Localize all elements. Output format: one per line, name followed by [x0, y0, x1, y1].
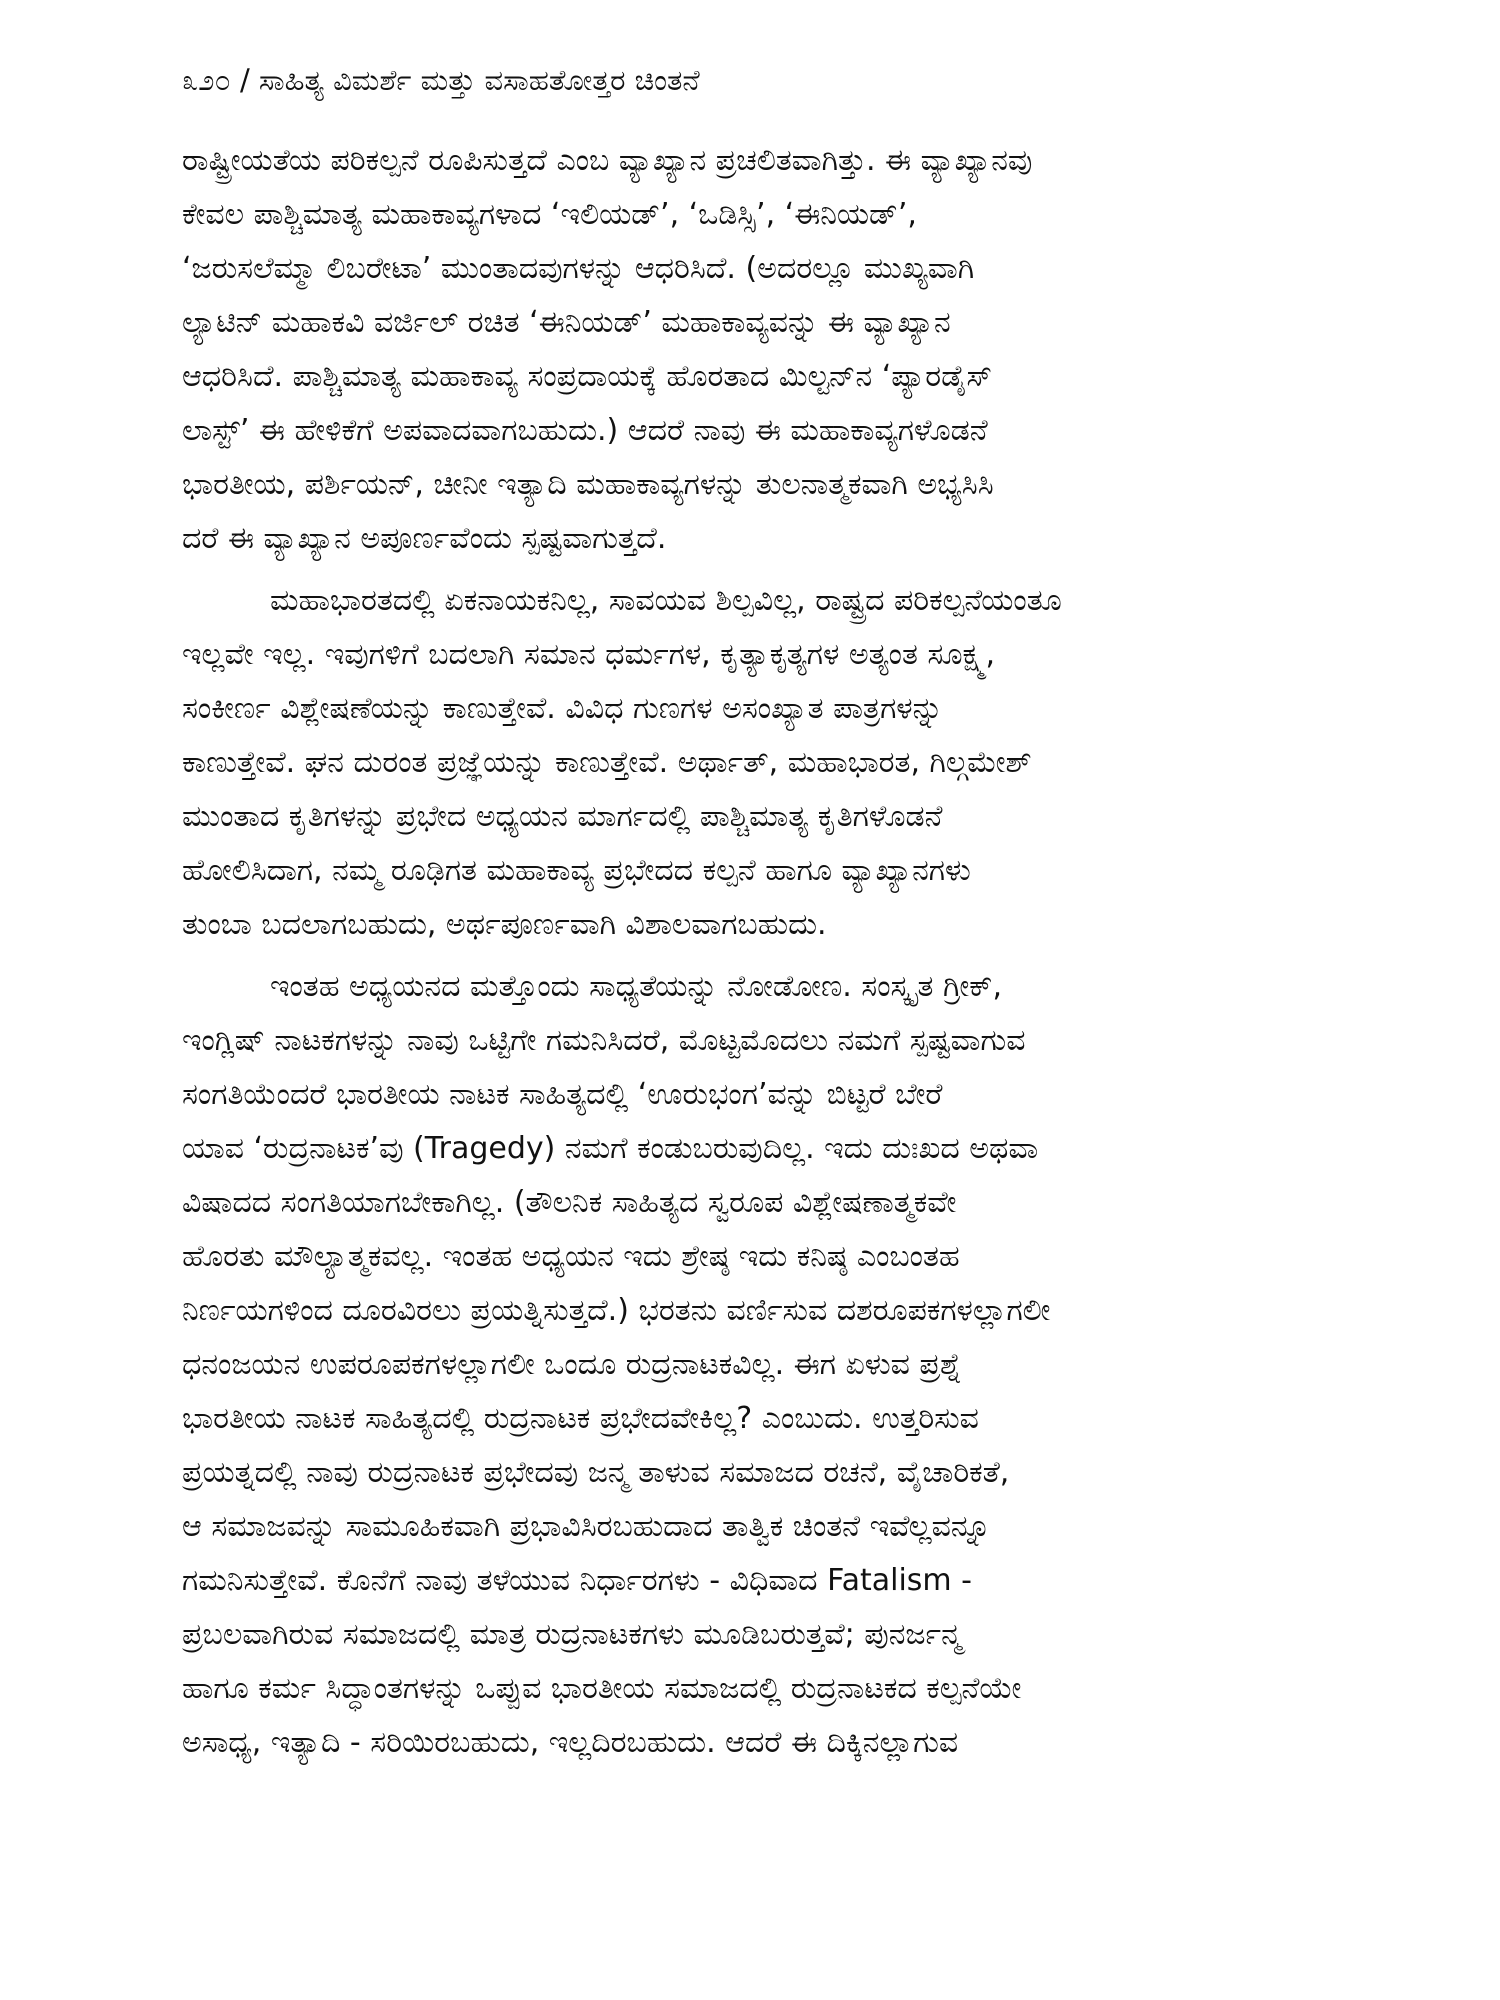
- text-line: ತುಂಬಾ ಬದಲಾಗಬಹುದು, ಅರ್ಥಪೂರ್ಣವಾಗಿ ವಿಶಾಲವಾಗಬಹುದು.: [182, 907, 827, 942]
- paragraph-first-line: ಇಂತಹ ಅಧ್ಯಯನದ ಮತ್ತೊಂದು ಸಾಧ್ಯತೆಯನ್ನು ನೋಡೋಣ. ಸಂಸ್ಕೃತ ಗ್ರೀಕ್,: [270, 969, 1003, 1004]
- text-line: ಆ ಸಮಾಜವನ್ನು ಸಾಮೂಹಿಕವಾಗಿ ಪ್ರಭಾವಿಸಿರಬಹುದಾದ ತಾತ್ವಿಕ ಚಿಂತನೆ ಇವೆಲ್ಲವನ್ನೂ: [182, 1509, 991, 1544]
- text-line: ಲಾಸ್ಟ್’ ಈ ಹೇಳಿಕೆಗೆ ಅಪವಾದವಾಗಬಹುದು.) ಆದರೆ ನಾವು ಈ ಮಹಾಕಾವ್ಯಗಳೊಡನೆ: [182, 413, 988, 448]
- text-line: ಧನಂಜಯನ ಉಪರೂಪಕಗಳಲ್ಲಾಗಲೀ ಒಂದೂ ರುದ್ರನಾಟಕವಿಲ್ಲ. ಈಗ ಏಳುವ ಪ್ರಶ್ನೆ: [182, 1347, 962, 1382]
- paragraph-first-line: ಮಹಾಭಾರತದಲ್ಲಿ ಏಕನಾಯಕನಿಲ್ಲ, ಸಾವಯವ ಶಿಲ್ಪವಿಲ್ಲ, ರಾಷ್ಟ್ರದ ಪರಿಕಲ್ಪನೆಯಂತೂ: [270, 583, 1062, 618]
- text-line: ಆಧರಿಸಿದೆ. ಪಾಶ್ಚಿಮಾತ್ಯ ಮಹಾಕಾವ್ಯ ಸಂಪ್ರದಾಯಕ್ಕೆ ಹೊರತಾದ ಮಿಲ್ಟನ್‌ನ ‘ಪ್ಯಾರಡೈಸ್: [182, 359, 993, 394]
- text-line: ಪ್ರಯತ್ನದಲ್ಲಿ ನಾವು ರುದ್ರನಾಟಕ ಪ್ರಭೇದವು ಜನ್ಮ ತಾಳುವ ಸಮಾಜದ ರಚನೆ, ವೈಚಾರಿಕತೆ,: [182, 1455, 1010, 1490]
- text-line: ಗಮನಿಸುತ್ತೇವೆ. ಕೊನೆಗೆ ನಾವು ತಳೆಯುವ ನಿರ್ಧಾರಗಳು - ವಿಧಿವಾದ Fatalism -: [182, 1563, 973, 1598]
- text-line: ರಾಷ್ಟ್ರೀಯತೆಯ ಪರಿಕಲ್ಪನೆ ರೂಪಿಸುತ್ತದೆ ಎಂಬ ವ್ಯಾಖ್ಯಾನ ಪ್ರಚಲಿತವಾಗಿತ್ತು. ಈ ವ್ಯಾಖ್ಯಾನವು: [182, 143, 1033, 178]
- text-line: ಪ್ರಬಲವಾಗಿರುವ ಸಮಾಜದಲ್ಲಿ ಮಾತ್ರ ರುದ್ರನಾಟಕಗಳು ಮೂಡಿಬರುತ್ತವೆ; ಪುನರ್ಜನ್ಮ: [182, 1617, 962, 1652]
- text-line: ಭಾರತೀಯ, ಪರ್ಶಿಯನ್, ಚೀನೀ ಇತ್ಯಾದಿ ಮಹಾಕಾವ್ಯಗಳನ್ನು ತುಲನಾತ್ಮಕವಾಗಿ ಅಭ್ಯಸಿಸಿ: [182, 467, 994, 502]
- text-line: ಹೊರತು ಮೌಲ್ಯಾತ್ಮಕವಲ್ಲ. ಇಂತಹ ಅಧ್ಯಯನ ಇದು ಶ್ರೇಷ್ಠ ಇದು ಕನಿಷ್ಠ ಎಂಬಂತಹ: [182, 1239, 960, 1274]
- text-line: ಅಸಾಧ್ಯ, ಇತ್ಯಾದಿ - ಸರಿಯಿರಬಹುದು, ಇಲ್ಲದಿರಬಹುದು. ಆದರೆ ಈ ದಿಕ್ಕಿನಲ್ಲಾಗುವ: [182, 1725, 959, 1760]
- text-line: ನಿರ್ಣಯಗಳಿಂದ ದೂರವಿರಲು ಪ್ರಯತ್ನಿಸುತ್ತದೆ.) ಭರತನು ವರ್ಣಿಸುವ ದಶರೂಪಕಗಳಲ್ಲಾಗಲೀ: [182, 1293, 1051, 1328]
- text-line: ವಿಷಾದದ ಸಂಗತಿಯಾಗಬೇಕಾಗಿಲ್ಲ. (ತೌಲನಿಕ ಸಾಹಿತ್ಯದ ಸ್ವರೂಪ ವಿಶ್ಲೇಷಣಾತ್ಮಕವೇ: [182, 1185, 957, 1220]
- text-line: ದರೆ ಈ ವ್ಯಾಖ್ಯಾನ ಅಪೂರ್ಣವೆಂದು ಸ್ಪಷ್ಟವಾಗುತ್ತದೆ.: [182, 521, 667, 556]
- text-line: ಸಂಕೀರ್ಣ ವಿಶ್ಲೇಷಣೆಯನ್ನು ಕಾಣುತ್ತೇವೆ. ವಿವಿಧ ಗುಣಗಳ ಅಸಂಖ್ಯಾತ ಪಾತ್ರಗಳನ್ನು: [182, 691, 943, 726]
- text-line: ಮುಂತಾದ ಕೃತಿಗಳನ್ನು ಪ್ರಭೇದ ಅಧ್ಯಯನ ಮಾರ್ಗದಲ್ಲಿ ಪಾಶ್ಚಿಮಾತ್ಯ ಕೃತಿಗಳೊಡನೆ: [182, 799, 943, 834]
- text-line: ಕೇವಲ ಪಾಶ್ಚಿಮಾತ್ಯ ಮಹಾಕಾವ್ಯಗಳಾದ ‘ಇಲಿಯಡ್’, ‘ಒಡಿಸ್ಸಿ’, ‘ಈನಿಯಡ್’,: [182, 197, 917, 232]
- text-line: ಇಲ್ಲವೇ ಇಲ್ಲ. ಇವುಗಳಿಗೆ ಬದಲಾಗಿ ಸಮಾನ ಧರ್ಮಗಳ, ಕೃತ್ಯಾಕೃತ್ಯಗಳ ಅತ್ಯಂತ ಸೂಕ್ಷ್ಮ,: [182, 637, 996, 672]
- text-line: ಭಾರತೀಯ ನಾಟಕ ಸಾಹಿತ್ಯದಲ್ಲಿ ರುದ್ರನಾಟಕ ಪ್ರಭೇದವೇಕಿಲ್ಲ? ಎಂಬುದು. ಉತ್ತರಿಸುವ: [182, 1401, 979, 1436]
- text-line: ‘ಜರುಸಲೆಮ್ಮಾ ಲಿಬರೇಟಾ’ ಮುಂತಾದವುಗಳನ್ನು ಆಧರಿಸಿದೆ. (ಅದರಲ್ಲೂ ಮುಖ್ಯವಾಗಿ: [182, 251, 975, 286]
- text-line: ಯಾವ ‘ರುದ್ರನಾಟಕ’ವು (Tragedy) ನಮಗೆ ಕಂಡುಬರುವುದಿಲ್ಲ. ಇದು ದುಃಖದ ಅಥವಾ: [182, 1131, 1039, 1166]
- text-line: ಲ್ಯಾಟಿನ್ ಮಹಾಕವಿ ವರ್ಜಿಲ್ ರಚಿತ ‘ಈನಿಯಡ್’ ಮಹಾಕಾವ್ಯವನ್ನು ಈ ವ್ಯಾಖ್ಯಾನ: [182, 305, 951, 340]
- text-line: ಹೋಲಿಸಿದಾಗ, ನಮ್ಮ ರೂಢಿಗತ ಮಹಾಕಾವ್ಯ ಪ್ರಭೇದದ ಕಲ್ಪನೆ ಹಾಗೂ ವ್ಯಾಖ್ಯಾನಗಳು: [182, 853, 971, 888]
- text-line: ಹಾಗೂ ಕರ್ಮ ಸಿದ್ಧಾಂತಗಳನ್ನು ಒಪ್ಪುವ ಭಾರತೀಯ ಸಮಾಜದಲ್ಲಿ ರುದ್ರನಾಟಕದ ಕಲ್ಪನೆಯೇ: [182, 1671, 1022, 1706]
- text-line: ಕಾಣುತ್ತೇವೆ. ಘನ ದುರಂತ ಪ್ರಜ್ಞೆಯನ್ನು ಕಾಣುತ್ತೇವೆ. ಅರ್ಥಾತ್, ಮಹಾಭಾರತ, ಗಿಲ್ಗಮೇಶ್: [182, 745, 1032, 780]
- text-line: ಇಂಗ್ಲಿಷ್ ನಾಟಕಗಳನ್ನು ನಾವು ಒಟ್ಟಿಗೇ ಗಮನಿಸಿದರೆ, ಮೊಟ್ಟಮೊದಲು ನಮಗೆ ಸ್ಪಷ್ಟವಾಗುವ: [182, 1023, 1026, 1058]
- running-header: ೩೨೦ / ಸಾಹಿತ್ಯ ವಿಮರ್ಶೆ ಮತ್ತು ವಸಾಹತೋತ್ತರ ಚಿಂತನೆ: [182, 63, 700, 97]
- text-line: ಸಂಗತಿಯೆಂದರೆ ಭಾರತೀಯ ನಾಟಕ ಸಾಹಿತ್ಯದಲ್ಲಿ ‘ಊರುಭಂಗ’ವನ್ನು ಬಿಟ್ಟರೆ ಬೇರೆ: [182, 1077, 943, 1112]
